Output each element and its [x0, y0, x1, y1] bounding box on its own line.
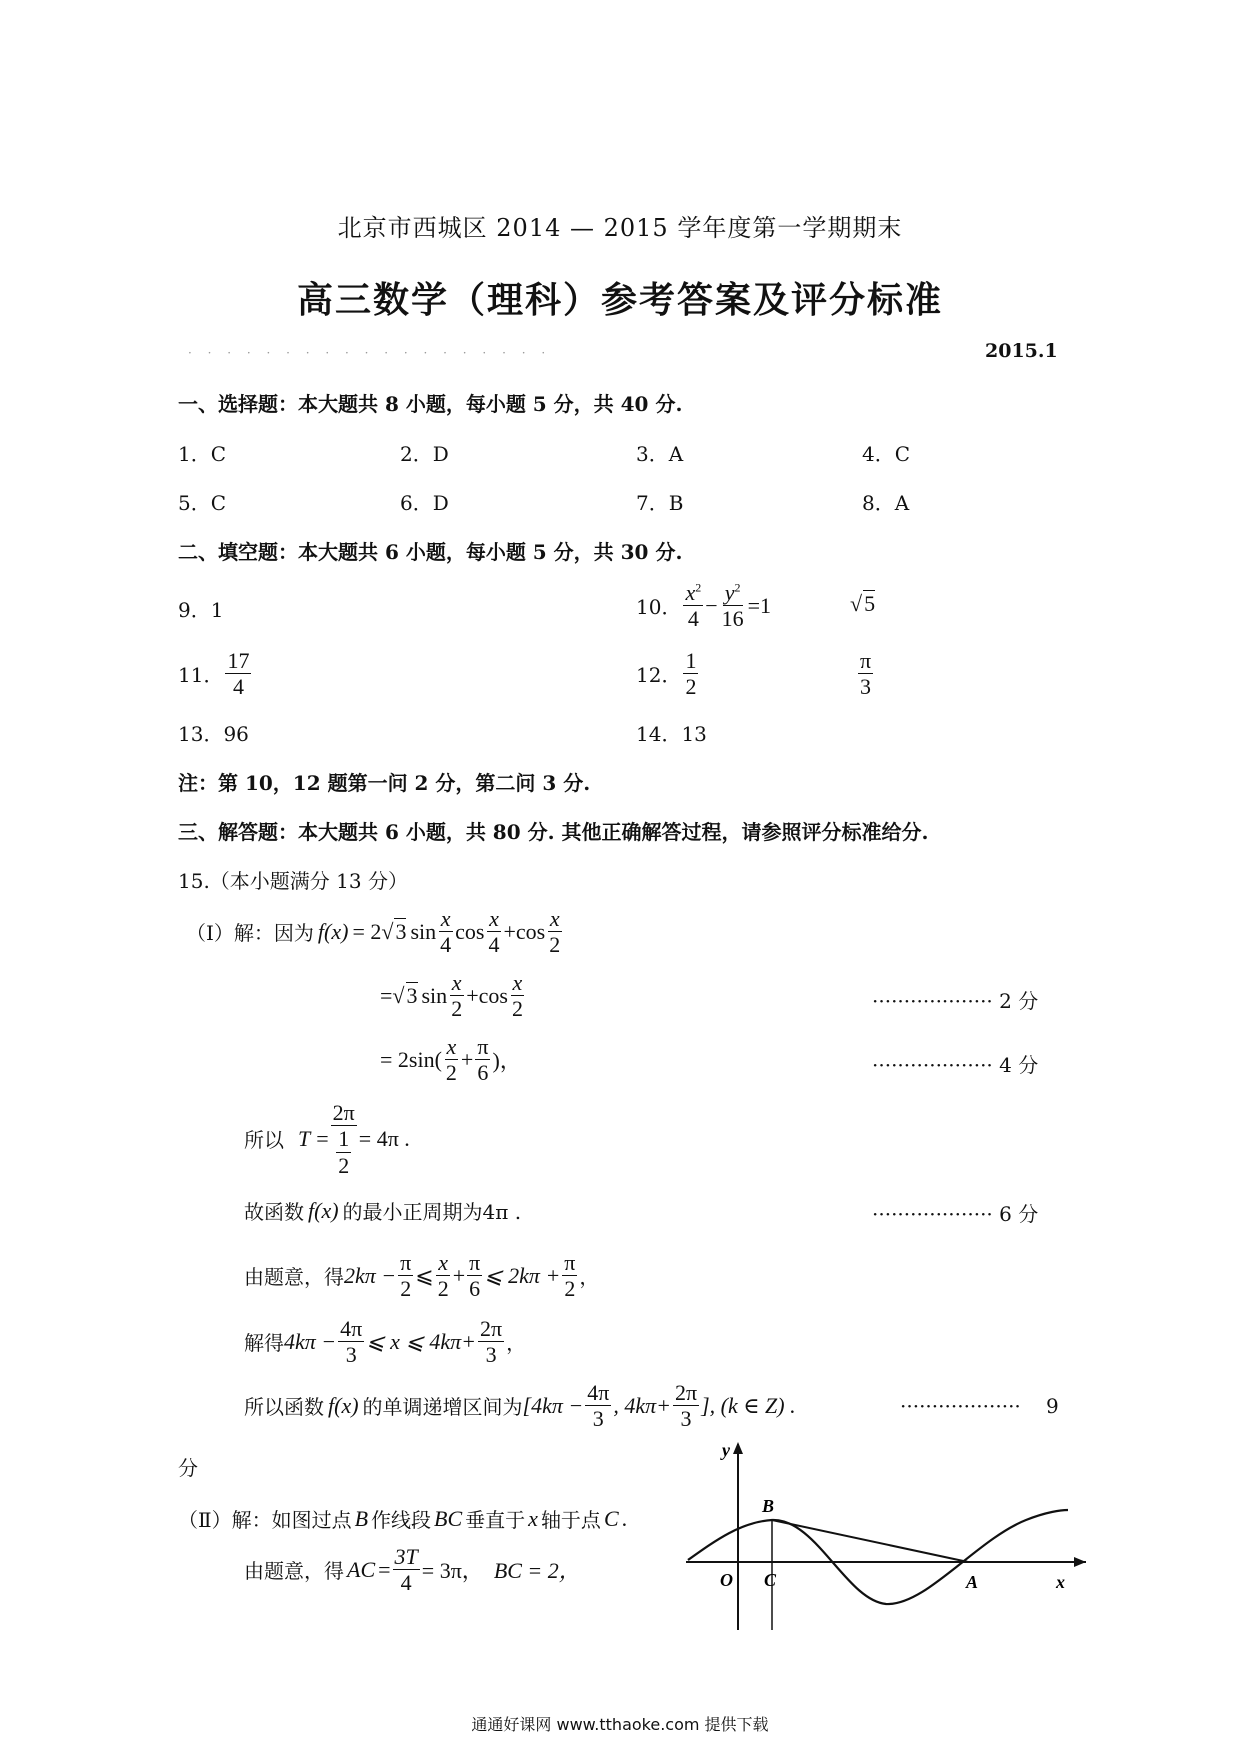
score-4: ··················· 4 分: [872, 1053, 1039, 1077]
answer-1: 1．C: [178, 442, 227, 466]
sine-curve: [688, 1510, 1068, 1604]
answer-2: 2．D: [400, 442, 449, 466]
label-O: O: [720, 1570, 733, 1590]
q10-label: 10．: [636, 595, 682, 620]
doc-title-line1: 北京市西城区 2014 — 2015 学年度第一学期期末: [337, 214, 903, 242]
doc-title-line2: 高三数学（理科）参考答案及评分标准: [296, 279, 943, 321]
score-6: ··················· 6 分: [872, 1202, 1039, 1226]
q15-increasing: 所以函数 f(x) 的单调递增区间为 [4kπ − $\frac{4\pi}{3}$ , 4kπ+ $\frac{2\pi}{3}$ ], (k ∈ Z) .: [244, 1380, 796, 1432]
q15-period-text: 故函数 f(x) 的最小正周期为4π .: [244, 1197, 522, 1224]
q15-line2: = √3 sin $\frac{x}{2}$ + cos $\frac{x}{2}$: [380, 970, 523, 1022]
score-2: ··················· 2 分: [872, 989, 1039, 1013]
section2-note: 注：第 10，12 题第一问 2 分，第二问 3 分.: [178, 771, 591, 795]
score-9-unit: 分: [178, 1456, 198, 1480]
answer-4: 4．C: [862, 442, 911, 466]
q15-line1: （Ⅰ）解：因为 f(x) = 2 √3 sin $\frac{x}{4}$ cos $\frac{x}{4}$ + cos $\frac{x}{2}$: [186, 906, 561, 958]
section3-heading: 三、解答题：本大题共 6 小题，共 80 分. 其他正确解答过程，请参照评分标准给分.: [178, 820, 929, 844]
q15-condition: 由题意，得 2kπ − $\frac{\pi}{2}$ ⩽ $\frac{x}{2}$ + $\frac{\pi}{6}$ ⩽ 2kπ + $\frac{\pi}{2}$ ，: [244, 1250, 600, 1302]
q15-title: 15.（本小题满分 13 分）: [178, 869, 408, 893]
answer-9: 9．1: [178, 598, 224, 622]
answer-7: 7．B: [636, 491, 684, 515]
answer-10b: √5: [850, 591, 876, 616]
q10-frac-x: $\frac{x^2}{4}$: [685, 580, 702, 632]
label-x: x: [1056, 1572, 1065, 1592]
section2-heading: 二、填空题：本大题共 6 小题，每小题 5 分，共 30 分.: [178, 540, 683, 564]
answer-8: 8．A: [862, 491, 910, 515]
dots-decoration: · · · · · · · · · · · · · · · · · · ·: [188, 346, 552, 360]
sine-graph-figure: [676, 1440, 1096, 1640]
score-9: 9: [1046, 1394, 1059, 1418]
q10-eq: =1: [747, 592, 772, 618]
answer-14: 14．13: [636, 722, 707, 746]
answer-11: 11． $\frac{17}{4}$: [178, 648, 250, 700]
q10-frac-y: $\frac{y^2}{16}$: [721, 580, 744, 632]
label-B: B: [762, 1496, 775, 1516]
answer-5: 5．C: [178, 491, 227, 515]
q15-part2: （Ⅱ）解：如图过点 B 作线段 BC 垂直于 x 轴于点 C .: [178, 1505, 628, 1532]
answer-12: 12． $\frac{1}{2}$: [636, 648, 697, 700]
q10-minus: −: [705, 592, 718, 618]
answer-6: 6．D: [400, 491, 449, 515]
q15-line3: = 2sin( $\frac{x}{2}$ + $\frac{\pi}{6}$ )，: [380, 1034, 522, 1086]
label-C: C: [764, 1570, 777, 1590]
answer-12b: $\frac{\pi}{3}$: [860, 648, 872, 700]
label-A: A: [966, 1572, 979, 1592]
y-axis-arrow-icon: [733, 1442, 743, 1454]
q15-period-calc: 所以 T = $\frac{2\pi}{\frac{1}{2}}$ = 4π .: [244, 1100, 410, 1178]
q15-solve: 解得 4kπ − $\frac{4\pi}{3}$ ⩽ x ⩽ 4kπ+ $\frac{2\pi}{3}$ ，: [244, 1316, 527, 1368]
answer-3: 3．A: [636, 442, 684, 466]
x-axis-arrow-icon: [1074, 1557, 1086, 1567]
doc-date: 2015.1: [985, 340, 1058, 362]
footer-watermark: 通通好课网 www.tthaoke.com 提供下载: [471, 1715, 769, 1734]
segment-BA: [772, 1520, 968, 1562]
label-y: y: [722, 1440, 730, 1460]
answer-10: [636, 580, 771, 632]
answer-13: 13．96: [178, 722, 249, 746]
score-9-dots: ···················: [900, 1394, 1021, 1418]
section1-heading: 一、选择题：本大题共 8 小题，每小题 5 分，共 40 分.: [178, 392, 683, 416]
q15-part2-cond: 由题意，得 AC = $\frac{3T}{4}$ = 3π， BC = 2，: [244, 1544, 581, 1596]
